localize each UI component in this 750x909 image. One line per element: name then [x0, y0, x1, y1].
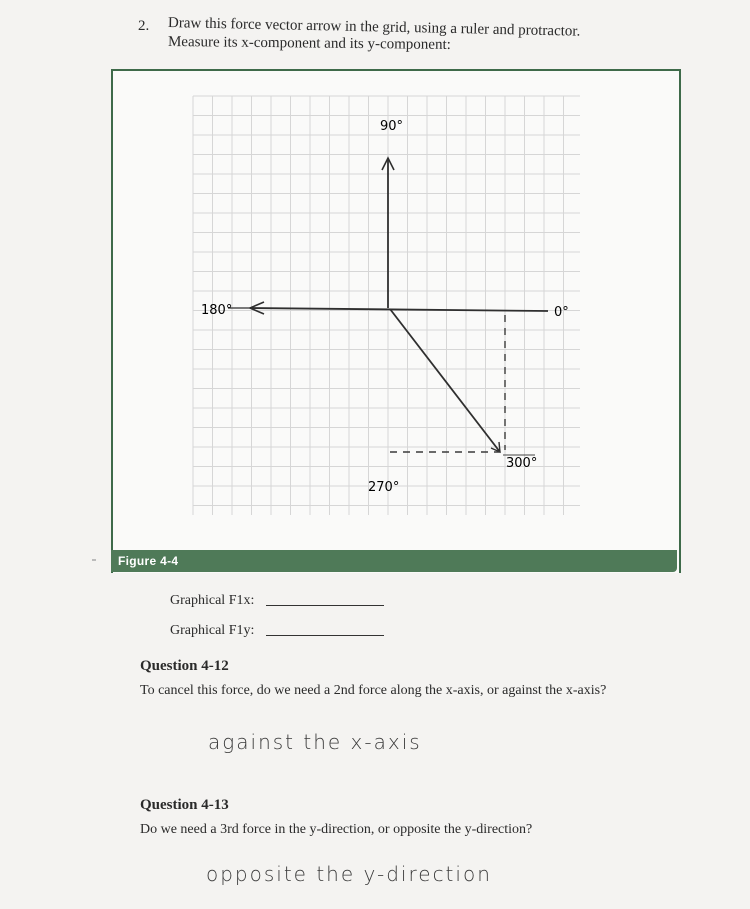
graphical-fy-label: Graphical F1y: [170, 623, 255, 638]
question-number: 2. [138, 18, 150, 34]
question-2-instruction-line-1: Draw this force vector arrow in the grid, using a ruler and protractor. [167, 15, 581, 40]
label-90-degrees: 90° [380, 119, 404, 134]
label-300-degrees: 300° [506, 456, 538, 471]
question-4-13-handwritten-answer: opposite the y-direction [206, 862, 492, 886]
figure-label: Figure 4-4 [118, 554, 179, 568]
label-270-degrees: 270° [368, 480, 400, 495]
label-180-degrees: 180° [201, 303, 233, 318]
question-4-13-text: Do we need a 3rd force in the y-direction, or opposite the y-direction? [140, 822, 533, 837]
graphical-fx-field[interactable] [170, 593, 384, 609]
question-4-12-text: To cancel this force, do we need a 2nd force along the x-axis, or against the x-axis? [140, 683, 607, 698]
graphical-fy-field[interactable] [170, 623, 384, 639]
graphical-fx-label: Graphical F1x: [170, 593, 255, 608]
graph-paper-grid [193, 96, 580, 515]
question-4-12-handwritten-answer: against the x-axis [208, 730, 422, 754]
question-2-instruction-line-2: Measure its x-component and its y-component: [167, 34, 451, 53]
question-4-12-title: Question 4-12 [140, 658, 229, 674]
graphical-fx-blank[interactable] [266, 605, 384, 606]
question-4-13-title: Question 4-13 [140, 797, 229, 813]
graphical-fy-blank[interactable] [266, 635, 384, 636]
label-0-degrees: 0° [554, 305, 569, 320]
